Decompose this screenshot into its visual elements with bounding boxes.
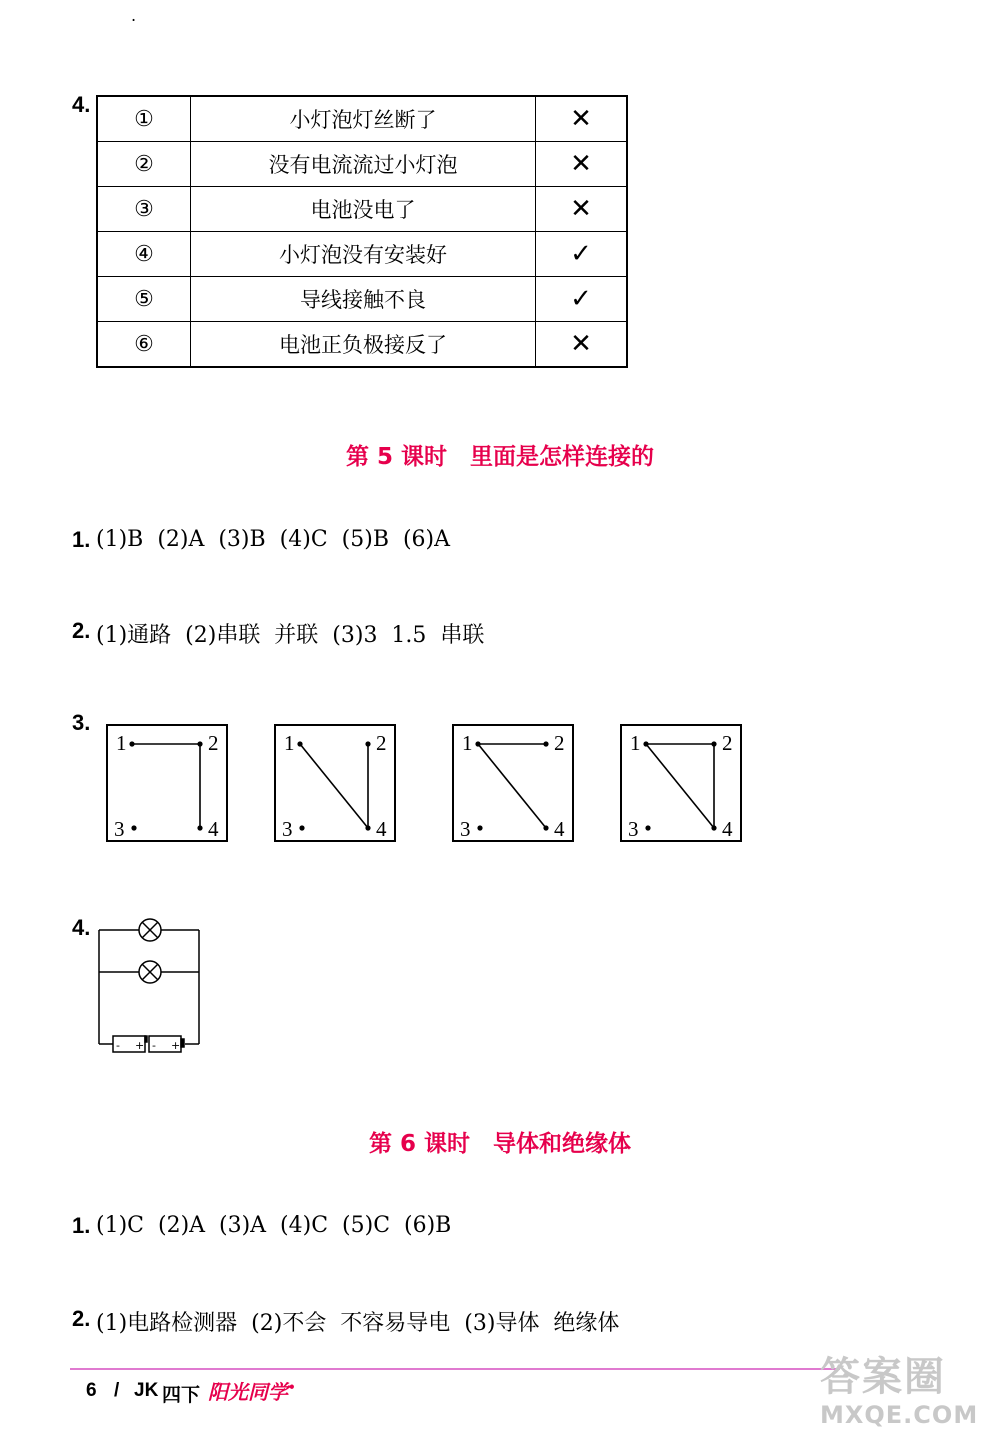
- terminal-dot: [297, 741, 302, 746]
- connection-drawing: [108, 726, 226, 840]
- terminal-box-diagram: [620, 724, 742, 842]
- row-index: ③: [97, 187, 191, 232]
- l5-q2-number: 2.: [72, 618, 91, 643]
- table-row: [97, 187, 627, 232]
- parallel-circuit-diagram: [95, 918, 205, 1058]
- brand-logo: [208, 1376, 296, 1405]
- cross-icon: ✕: [536, 142, 628, 187]
- series-label: JK: [134, 1380, 159, 1401]
- terminal-box-diagram: [106, 724, 228, 842]
- terminal-box-diagram: [452, 724, 574, 842]
- top-dot: .: [131, 6, 137, 25]
- row-index: ①: [97, 96, 191, 142]
- row-index: ②: [97, 142, 191, 187]
- grade-label: 四下: [162, 1385, 201, 1406]
- terminal-label: 1: [462, 731, 473, 755]
- terminal-dot: [129, 741, 134, 746]
- battery-sign: -: [152, 1039, 156, 1052]
- lesson5-title: 第 5 课时 里面是怎样连接的: [345, 444, 655, 470]
- l5-q1-number: 1.: [72, 527, 91, 552]
- terminal-dot: [711, 741, 716, 746]
- row-index: ⑤: [97, 277, 191, 322]
- table-row: [97, 96, 627, 142]
- page-number: 6: [86, 1380, 97, 1401]
- terminal-dot: [543, 825, 548, 830]
- terminal-dot: [197, 825, 202, 830]
- l6-q1-answers: (1)C (2)A (3)A (4)C (5)C (6)B: [96, 1213, 452, 1238]
- terminal-label: 3: [282, 817, 293, 840]
- brand-name: 阳光同学: [208, 1380, 288, 1404]
- row-index: ⑥: [97, 322, 191, 368]
- terminal-label: 2: [722, 731, 733, 755]
- l6-q2-number: 2.: [72, 1306, 91, 1331]
- check-icon: ✓: [536, 232, 628, 277]
- l6-q1-number: 1.: [72, 1213, 91, 1238]
- terminal-label: 4: [208, 817, 219, 840]
- cross-icon: ✕: [536, 187, 628, 232]
- l5-q1-answers: (1)B (2)A (3)B (4)C (5)B (6)A: [96, 527, 451, 552]
- terminal-dot: [299, 825, 304, 830]
- footer-divider: [70, 1368, 840, 1370]
- terminal-label: 1: [116, 731, 127, 755]
- terminal-label: 2: [554, 731, 565, 755]
- l5-q3-number: 3.: [72, 710, 91, 735]
- row-cause: 小灯泡灯丝断了: [191, 96, 536, 142]
- terminal-dot: [643, 741, 648, 746]
- wire-line: [646, 744, 714, 828]
- row-cause: 电池正负极接反了: [191, 322, 536, 368]
- answer-table: [96, 95, 628, 368]
- terminal-label: 3: [628, 817, 639, 840]
- lesson6-title: 第 6 课时 导体和绝缘体: [368, 1131, 632, 1157]
- terminal-dot: [197, 741, 202, 746]
- watermark-logo: 答案圈: [820, 1354, 946, 1400]
- terminal-label: 4: [722, 817, 733, 840]
- row-cause: 小灯泡没有安装好: [191, 232, 536, 277]
- l6-q2-answers: (1)电路检测器 (2)不会 不容易导电 (3)导体 绝缘体: [96, 1311, 620, 1336]
- terminal-label: 4: [376, 817, 387, 840]
- terminal-dot: [365, 825, 370, 830]
- row-index: ④: [97, 232, 191, 277]
- terminal-label: 2: [208, 731, 219, 755]
- terminal-label: 1: [630, 731, 641, 755]
- connection-drawing: [622, 726, 740, 840]
- connection-drawing: [276, 726, 394, 840]
- watermark: [820, 1355, 978, 1429]
- table-row: [97, 232, 627, 277]
- watermark-url: MXQE.COM: [820, 1401, 979, 1429]
- l5-q2-answers: (1)通路 (2)串联 并联 (3)3 1.5 串联: [96, 623, 485, 648]
- terminal-dot: [543, 741, 548, 746]
- terminal-label: 3: [114, 817, 125, 840]
- terminal-label: 1: [284, 731, 295, 755]
- terminal-label: 3: [460, 817, 471, 840]
- table-row: [97, 322, 627, 368]
- footer-separator: /: [114, 1380, 120, 1401]
- wire-line: [478, 744, 546, 828]
- terminal-label: 4: [554, 817, 565, 840]
- battery-sign: -: [116, 1039, 120, 1052]
- battery-sign: +: [135, 1039, 145, 1052]
- check-icon: ✓: [536, 277, 628, 322]
- cross-icon: ✕: [536, 322, 628, 368]
- brand-mark: •: [288, 1380, 296, 1395]
- terminal-dot: [645, 825, 650, 830]
- cross-icon: ✕: [536, 96, 628, 142]
- table-row: [97, 277, 627, 322]
- table-row: [97, 142, 627, 187]
- terminal-dot: [475, 741, 480, 746]
- terminal-dot: [365, 741, 370, 746]
- battery-sign: +: [171, 1039, 181, 1052]
- terminal-dot: [477, 825, 482, 830]
- terminal-dot: [131, 825, 136, 830]
- row-cause: 没有电流流过小灯泡: [191, 142, 536, 187]
- l5-q4-number: 4.: [72, 915, 91, 940]
- terminal-box-diagram: [274, 724, 396, 842]
- terminal-label: 2: [376, 731, 387, 755]
- connection-drawing: [454, 726, 572, 840]
- terminal-dot: [711, 825, 716, 830]
- q4-number: 4.: [72, 92, 91, 117]
- row-cause: 电池没电了: [191, 187, 536, 232]
- row-cause: 导线接触不良: [191, 277, 536, 322]
- bulb-icon: [139, 919, 161, 941]
- bulb-icon: [139, 961, 161, 983]
- wire-line: [300, 744, 368, 828]
